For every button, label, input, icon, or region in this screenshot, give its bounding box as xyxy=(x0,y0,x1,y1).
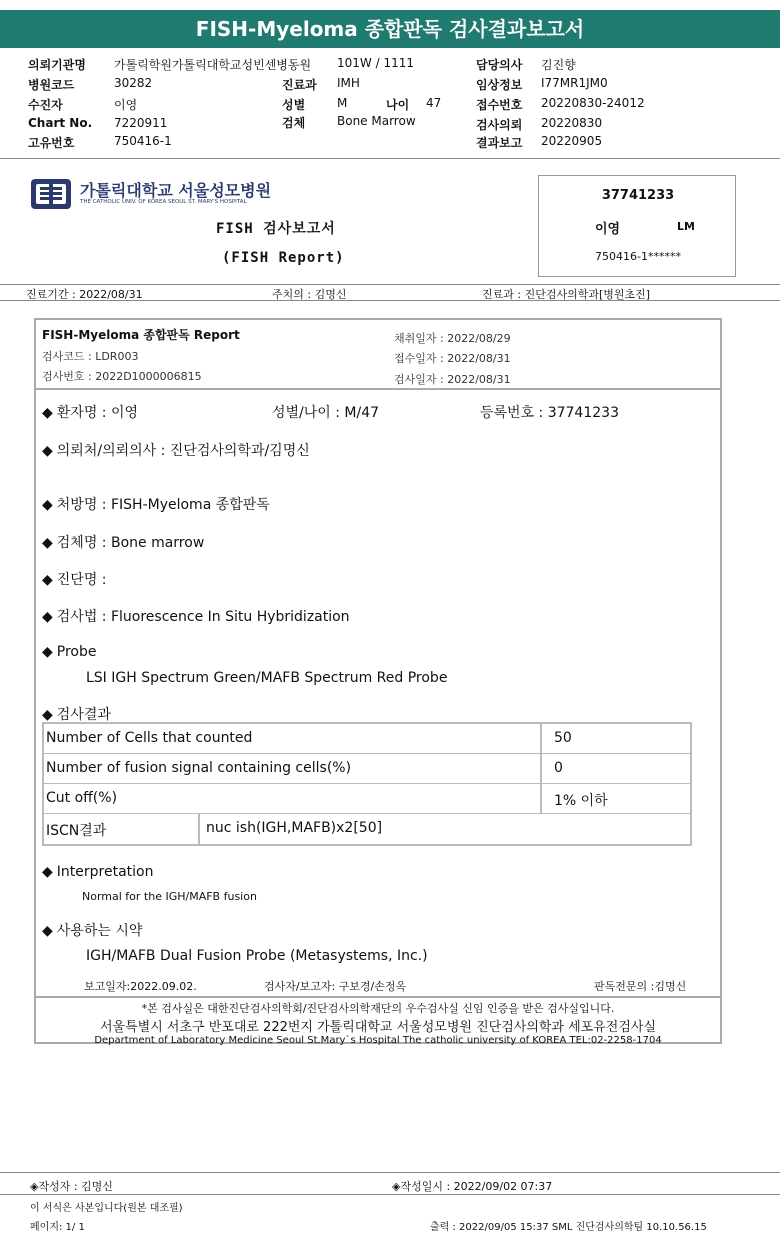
results-table xyxy=(42,722,692,846)
specimen-value: Bone Marrow xyxy=(337,114,416,128)
result-label: 결과보고 xyxy=(476,136,523,150)
request-header xyxy=(0,56,780,152)
divider xyxy=(0,158,780,159)
page-title: FISH-Myeloma 종합판독 검사결과보고서 xyxy=(0,10,780,48)
results-line: ◆ 검사결과 xyxy=(42,707,111,723)
divider xyxy=(0,1172,780,1173)
report-date: 보고일자:2022.09.02. xyxy=(84,980,197,993)
unique-value: 750416-1 xyxy=(114,134,172,148)
specimen-line: ◆ 검체명 : Bone marrow xyxy=(42,535,205,551)
result-value: 1% 이하 xyxy=(554,793,608,809)
report-title: FISH 검사보고서 xyxy=(216,221,336,237)
patient-id-box xyxy=(538,175,736,277)
author: ◈작성자 : 김명신 xyxy=(30,1180,113,1193)
lab-department: Department of Laboratory Medicine Seoul St.Mary`s Hospital The catholic university of KOREA TEL:02-2258-1704 xyxy=(94,1035,662,1046)
report-header xyxy=(36,320,720,390)
diagnosis-text: 진단명 : xyxy=(56,572,107,588)
hospital-logo-icon xyxy=(30,178,72,210)
patient-name-text: 환자명 : 이영 xyxy=(56,405,139,421)
written-datetime: ◈작성일시 : 2022/09/02 07:37 xyxy=(392,1180,553,1193)
hospital-name: 가톨릭대학교 서울성모병원 xyxy=(80,181,272,200)
result-value: 50 xyxy=(554,730,572,746)
iscn-label: ISCN결과 xyxy=(46,823,107,839)
result-value: 20220905 xyxy=(541,134,603,148)
result-key: Number of Cells that counted xyxy=(46,730,253,746)
divider xyxy=(0,1194,780,1195)
test-number: 검사번호 : 2022D1000006815 xyxy=(42,370,202,383)
patient-line: ◆ 환자명 : 이영 xyxy=(42,405,139,421)
copy-note: 이 서식은 사본입니다(원본 대조필) xyxy=(30,1203,183,1214)
treatment-period: 진료기간 : 2022/08/31 xyxy=(26,288,143,301)
doctor-value: 김진향 xyxy=(541,58,576,72)
patient-sex: LM xyxy=(677,220,695,233)
diagnosis-line: ◆ 진단명 : xyxy=(42,572,107,588)
dept-value: IMH xyxy=(337,76,360,90)
lab-footer xyxy=(36,996,720,1046)
reg-no-text: 등록번호 : 37741233 xyxy=(480,405,619,421)
ward-value: 101W / 1111 xyxy=(337,56,414,70)
hospital-code-label: 병원코드 xyxy=(28,78,75,92)
results-label: 검사결과 xyxy=(56,707,111,723)
page-number: 페이지: 1/ 1 xyxy=(30,1222,85,1233)
probe-line: ◆ Probe xyxy=(42,644,97,660)
prescription-text: 처방명 : FISH-Myeloma 종합판독 xyxy=(56,497,270,513)
chart-value: 7220911 xyxy=(114,116,168,130)
accreditation-note: *본 검사실은 대한진단검사의학회/진단검사의학재단의 우수검사실 신임 인증을 받은 검사실입니다. xyxy=(141,1002,615,1015)
sex-value: M xyxy=(337,96,348,110)
interpretation-line: ◆ Interpretation xyxy=(42,864,154,880)
specimen-label: 검체 xyxy=(282,116,306,130)
result-value: 0 xyxy=(554,760,563,776)
institution-label: 의뢰기관명 xyxy=(28,58,86,72)
dept-label: 진료과 xyxy=(282,78,317,92)
report-body xyxy=(34,318,722,1044)
column-divider xyxy=(540,784,542,814)
report-subtitle: (FISH Report) xyxy=(222,250,345,266)
probe-label: Probe xyxy=(56,644,97,660)
unique-label: 고유번호 xyxy=(28,136,75,150)
clinical-value: I77MR1JM0 xyxy=(541,76,608,90)
examiner: 검사자/보고자: 구보경/손정옥 xyxy=(264,980,407,993)
print-info: 출력 : 2022/09/05 15:37 SML 진단검사의학팀 10.10.56.15 xyxy=(430,1222,707,1233)
hospital-name-en: THE CATHOLIC UNIV. OF KOREA SEOUL ST. MARY'S HOSPITAL xyxy=(80,199,247,205)
treatment-physician: 주치의 : 김명신 xyxy=(272,288,347,301)
examinee-value: 이영 xyxy=(114,98,138,112)
lab-address: 서울특별시 서초구 반포대로 222번지 가톨릭대학교 서울성모병원 진단검사의학과 세포유전검사실 xyxy=(99,1020,657,1035)
reagent-text: IGH/MAFB Dual Fusion Probe (Metasystems, Inc.) xyxy=(86,948,428,964)
iscn-value: nuc ish(IGH,MAFB)x2[50] xyxy=(206,820,383,836)
patient-number: 37741233 xyxy=(601,188,675,203)
request-label: 검사의뢰 xyxy=(476,118,523,132)
hospital-code-value: 30282 xyxy=(114,76,153,90)
method-line: ◆ 검사법 : Fluorescence In Situ Hybridization xyxy=(42,609,350,625)
interpretation-label: Interpretation xyxy=(56,864,154,880)
method-text: 검사법 : Fluorescence In Situ Hybridization xyxy=(56,609,350,625)
column-divider xyxy=(540,754,542,784)
table-row xyxy=(44,784,690,814)
doctor-label: 담당의사 xyxy=(476,58,523,72)
examinee-label: 수진자 xyxy=(28,98,63,112)
age-label: 나이 xyxy=(386,98,410,112)
receipt-value: 20220830-24012 xyxy=(541,96,645,110)
tested-date: 검사일자 : 2022/08/31 xyxy=(394,373,511,386)
result-key: Cut off(%) xyxy=(46,790,118,806)
report-name: FISH-Myeloma 종합판독 Report xyxy=(42,328,240,342)
interpretation-text: Normal for the IGH/MAFB fusion xyxy=(82,890,257,903)
table-row xyxy=(44,724,690,754)
test-code: 검사코드 : LDR003 xyxy=(42,350,139,363)
specimen-text: 검체명 : Bone marrow xyxy=(56,535,205,551)
receipt-label: 접수번호 xyxy=(476,98,523,112)
patient-rrn: 750416-1****** xyxy=(595,250,681,263)
age-value: 47 xyxy=(426,96,442,110)
collected-date: 채취일자 : 2022/08/29 xyxy=(394,332,511,345)
table-row xyxy=(44,754,690,784)
sex-label: 성별 xyxy=(282,98,306,112)
patient-name: 이영 xyxy=(595,222,621,237)
divider xyxy=(0,300,780,301)
column-divider xyxy=(198,814,200,844)
table-row xyxy=(44,814,690,844)
reagent-line: ◆ 사용하는 시약 xyxy=(42,923,143,939)
received-date: 접수일자 : 2022/08/31 xyxy=(394,352,511,365)
specialist: 판독전문의 :김명신 xyxy=(594,980,687,993)
column-divider xyxy=(540,724,542,754)
probe-text: LSI IGH Spectrum Green/MAFB Spectrum Red Probe xyxy=(86,670,448,686)
reagent-label: 사용하는 시약 xyxy=(56,923,143,939)
clinical-label: 임상정보 xyxy=(476,78,523,92)
referrer-line: ◆ 의뢰처/의뢰의사 : 진단검사의학과/김명신 xyxy=(42,443,310,459)
sex-age-text: 성별/나이 : M/47 xyxy=(272,405,380,421)
request-value: 20220830 xyxy=(541,116,603,130)
divider xyxy=(0,284,780,285)
prescription-line: ◆ 처방명 : FISH-Myeloma 종합판독 xyxy=(42,497,270,513)
result-key: Number of fusion signal containing cells(%) xyxy=(46,760,352,776)
institution-value: 가톨릭학원가톨릭대학교성빈센병동원 xyxy=(114,58,312,72)
treatment-dept: 진료과 : 진단검사의학과[병원초진] xyxy=(482,288,651,301)
referrer-text: 의뢰처/의뢰의사 : 진단검사의학과/김명신 xyxy=(56,443,310,459)
chart-label: Chart No. xyxy=(28,116,93,130)
